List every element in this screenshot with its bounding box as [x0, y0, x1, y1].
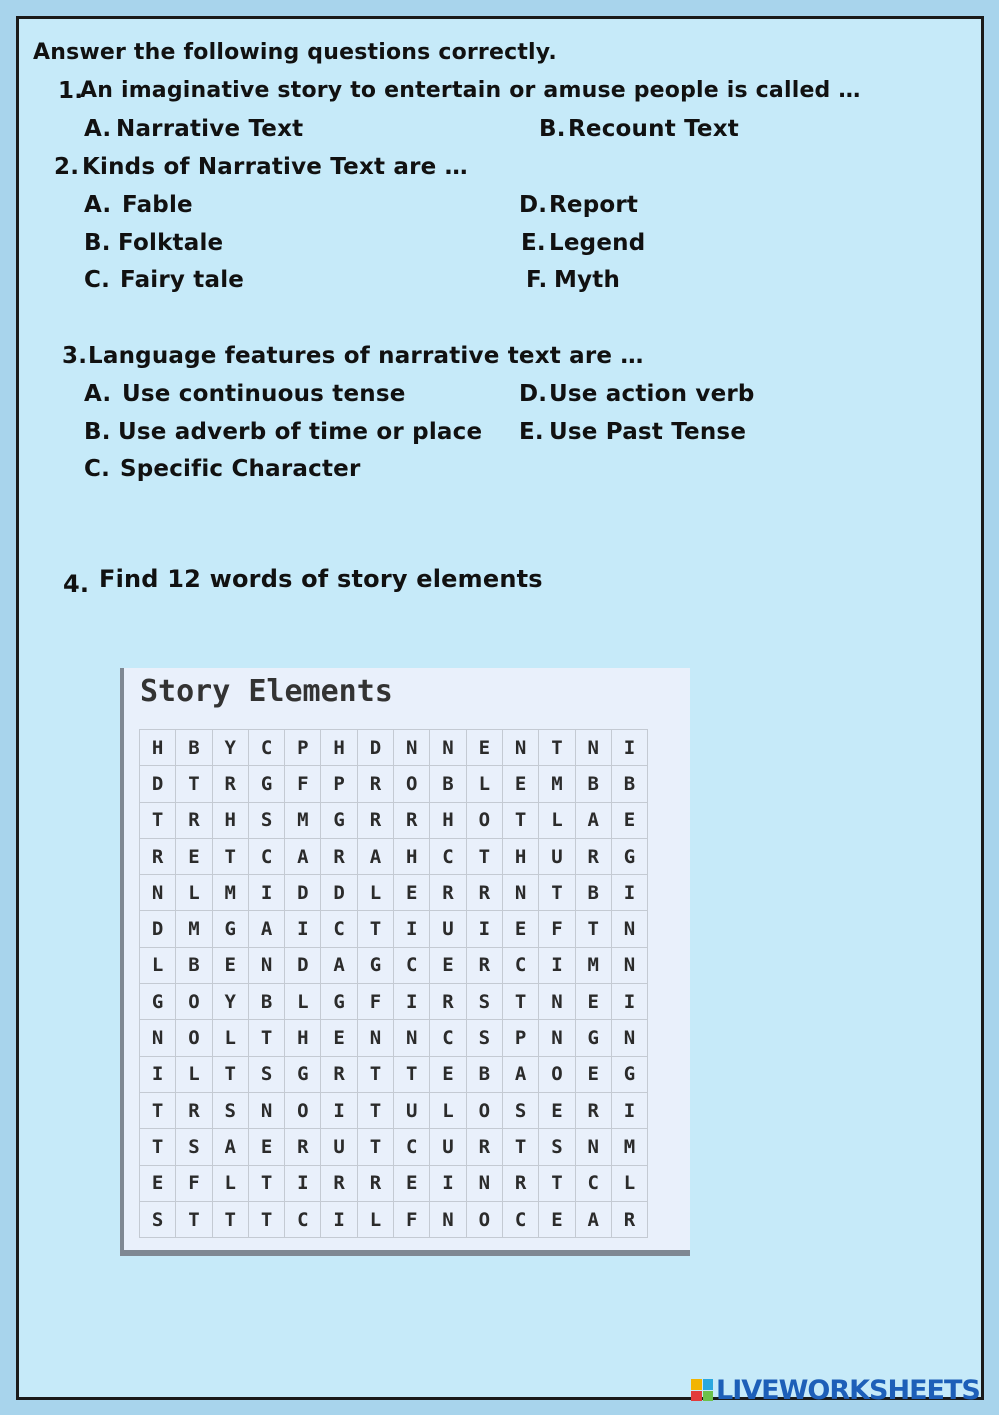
grid-cell[interactable]: D: [285, 875, 321, 911]
grid-cell[interactable]: C: [575, 1165, 611, 1201]
q3-option-e-letter: E.: [519, 419, 544, 445]
grid-cell[interactable]: C: [502, 1201, 538, 1237]
grid-cell[interactable]: A: [357, 838, 393, 874]
grid-row: [140, 947, 648, 983]
grid-cell[interactable]: E: [539, 1201, 575, 1237]
grid-cell[interactable]: E: [575, 984, 611, 1020]
grid-cell[interactable]: I: [430, 1165, 466, 1201]
grid-cell[interactable]: R: [176, 802, 212, 838]
q3-option-c-text: Specific Character: [120, 456, 361, 482]
grid-cell[interactable]: M: [176, 911, 212, 947]
grid-cell[interactable]: G: [248, 766, 284, 802]
grid-cell[interactable]: T: [212, 1201, 248, 1237]
grid-cell[interactable]: N: [575, 1129, 611, 1165]
grid-cell[interactable]: C: [430, 838, 466, 874]
grid-cell[interactable]: F: [176, 1165, 212, 1201]
grid-cell[interactable]: I: [611, 1092, 647, 1128]
grid-cell[interactable]: L: [212, 1020, 248, 1056]
grid-cell[interactable]: B: [176, 947, 212, 983]
grid-cell[interactable]: F: [357, 984, 393, 1020]
grid-cell[interactable]: F: [285, 766, 321, 802]
grid-cell[interactable]: R: [430, 984, 466, 1020]
grid-cell[interactable]: M: [575, 947, 611, 983]
grid-cell[interactable]: H: [394, 838, 430, 874]
grid-cell[interactable]: U: [430, 911, 466, 947]
grid-cell[interactable]: G: [611, 838, 647, 874]
grid-cell[interactable]: T: [357, 1129, 393, 1165]
grid-cell[interactable]: E: [248, 1129, 284, 1165]
grid-cell[interactable]: N: [502, 875, 538, 911]
grid-cell[interactable]: O: [176, 984, 212, 1020]
q1-option-b-text: Recount Text: [568, 116, 739, 142]
grid-cell[interactable]: S: [466, 984, 502, 1020]
question-4-number: 4.: [63, 570, 90, 598]
grid-cell[interactable]: M: [539, 766, 575, 802]
grid-cell[interactable]: L: [611, 1165, 647, 1201]
grid-cell[interactable]: N: [357, 1020, 393, 1056]
q2-option-c-text: Fairy tale: [120, 267, 245, 293]
grid-cell[interactable]: H: [502, 838, 538, 874]
grid-cell[interactable]: N: [140, 875, 176, 911]
grid-cell[interactable]: N: [248, 947, 284, 983]
grid-cell[interactable]: B: [176, 730, 212, 766]
q2-option-b-text: Folktale: [118, 230, 224, 256]
q3-option-d-letter: D.: [519, 381, 548, 407]
grid-cell[interactable]: A: [575, 1201, 611, 1237]
grid-cell[interactable]: R: [502, 1165, 538, 1201]
grid-cell[interactable]: G: [321, 802, 357, 838]
grid-cell[interactable]: N: [611, 1020, 647, 1056]
q2-option-d-text: Report: [549, 192, 639, 218]
q3-option-a-text: Use continuous tense: [122, 381, 406, 407]
grid-cell[interactable]: P: [285, 730, 321, 766]
question-2-number: 2.: [54, 154, 80, 180]
grid-cell[interactable]: G: [611, 1056, 647, 1092]
grid-cell[interactable]: O: [176, 1020, 212, 1056]
grid-cell[interactable]: N: [140, 1020, 176, 1056]
q3-option-b-letter: B.: [84, 419, 111, 445]
grid-cell[interactable]: E: [394, 875, 430, 911]
grid-cell[interactable]: N: [575, 730, 611, 766]
grid-cell[interactable]: B: [466, 1056, 502, 1092]
grid-cell[interactable]: I: [321, 1201, 357, 1237]
grid-cell[interactable]: A: [502, 1056, 538, 1092]
q2-option-f-text: Myth: [554, 267, 621, 293]
grid-cell[interactable]: R: [285, 1129, 321, 1165]
grid-cell[interactable]: S: [248, 1056, 284, 1092]
grid-cell[interactable]: B: [430, 766, 466, 802]
grid-cell[interactable]: M: [285, 802, 321, 838]
grid-cell[interactable]: E: [466, 730, 502, 766]
grid-cell[interactable]: T: [502, 1129, 538, 1165]
grid-row: [140, 1020, 648, 1056]
grid-row: [140, 875, 648, 911]
grid-cell[interactable]: N: [539, 1020, 575, 1056]
grid-cell[interactable]: I: [140, 1056, 176, 1092]
grid-cell[interactable]: U: [430, 1129, 466, 1165]
grid-cell[interactable]: R: [321, 1165, 357, 1201]
grid-cell[interactable]: R: [466, 947, 502, 983]
question-3-text: Language features of narrative text are …: [88, 343, 644, 369]
grid-cell[interactable]: O: [466, 802, 502, 838]
grid-cell[interactable]: F: [539, 911, 575, 947]
liveworksheets-logo-icon: [691, 1379, 713, 1401]
q2-option-a-letter: A.: [84, 192, 112, 218]
grid-row: [140, 1129, 648, 1165]
grid-cell[interactable]: C: [394, 1129, 430, 1165]
grid-cell[interactable]: B: [611, 766, 647, 802]
q1-option-a-letter: A.: [84, 116, 112, 142]
grid-cell[interactable]: T: [140, 802, 176, 838]
grid-cell[interactable]: T: [140, 1129, 176, 1165]
q3-option-d-text: Use action verb: [549, 381, 755, 407]
grid-cell[interactable]: F: [394, 1201, 430, 1237]
grid-cell[interactable]: D: [357, 730, 393, 766]
grid-cell[interactable]: L: [539, 802, 575, 838]
grid-cell[interactable]: T: [394, 1056, 430, 1092]
q3-option-e-text: Use Past Tense: [549, 419, 747, 445]
grid-cell[interactable]: A: [212, 1129, 248, 1165]
grid-row: [140, 838, 648, 874]
grid-cell[interactable]: R: [575, 838, 611, 874]
grid-cell[interactable]: B: [575, 766, 611, 802]
grid-cell[interactable]: R: [140, 838, 176, 874]
grid-cell[interactable]: N: [394, 730, 430, 766]
grid-cell[interactable]: I: [394, 911, 430, 947]
grid-cell[interactable]: L: [430, 1092, 466, 1128]
grid-row: [140, 1092, 648, 1128]
grid-cell[interactable]: G: [575, 1020, 611, 1056]
grid-cell[interactable]: T: [357, 1092, 393, 1128]
grid-cell[interactable]: N: [539, 984, 575, 1020]
grid-cell[interactable]: U: [539, 838, 575, 874]
grid-cell[interactable]: Y: [212, 730, 248, 766]
grid-cell[interactable]: S: [539, 1129, 575, 1165]
q2-option-c-letter: C.: [84, 267, 111, 293]
grid-cell[interactable]: R: [357, 802, 393, 838]
grid-cell[interactable]: T: [140, 1092, 176, 1128]
grid-cell[interactable]: O: [394, 766, 430, 802]
grid-cell[interactable]: C: [502, 947, 538, 983]
grid-cell[interactable]: I: [248, 875, 284, 911]
grid-cell[interactable]: T: [176, 766, 212, 802]
grid-cell[interactable]: S: [140, 1201, 176, 1237]
grid-cell[interactable]: D: [140, 766, 176, 802]
q2-option-d-letter: D.: [519, 192, 548, 218]
grid-cell[interactable]: T: [539, 1165, 575, 1201]
grid-cell[interactable]: I: [285, 1165, 321, 1201]
grid-cell[interactable]: R: [212, 766, 248, 802]
grid-row: [140, 1165, 648, 1201]
grid-cell[interactable]: C: [248, 838, 284, 874]
grid-cell[interactable]: N: [430, 1201, 466, 1237]
grid-cell[interactable]: H: [212, 802, 248, 838]
grid-cell[interactable]: L: [140, 947, 176, 983]
grid-cell[interactable]: E: [502, 766, 538, 802]
question-1-text: An imaginative story to entertain or amuse people is called …: [80, 78, 861, 103]
grid-cell[interactable]: E: [140, 1165, 176, 1201]
question-1-number: 1.: [58, 78, 84, 104]
grid-row: [140, 802, 648, 838]
grid-cell[interactable]: R: [466, 875, 502, 911]
instruction-text: Answer the following questions correctly.: [33, 40, 557, 65]
liveworksheets-logo: [691, 1375, 980, 1405]
grid-cell[interactable]: P: [321, 766, 357, 802]
grid-cell[interactable]: C: [285, 1201, 321, 1237]
grid-cell[interactable]: H: [430, 802, 466, 838]
grid-cell[interactable]: D: [285, 947, 321, 983]
grid-row: [140, 1056, 648, 1092]
grid-cell[interactable]: E: [575, 1056, 611, 1092]
grid-cell[interactable]: A: [321, 947, 357, 983]
grid-cell[interactable]: T: [575, 911, 611, 947]
grid-cell[interactable]: B: [248, 984, 284, 1020]
grid-cell[interactable]: R: [430, 875, 466, 911]
q3-option-a-letter: A.: [84, 381, 112, 407]
grid-cell[interactable]: G: [321, 984, 357, 1020]
grid-cell[interactable]: R: [321, 1056, 357, 1092]
grid-cell[interactable]: L: [176, 1056, 212, 1092]
grid-cell[interactable]: T: [212, 1056, 248, 1092]
grid-cell[interactable]: T: [357, 1056, 393, 1092]
grid-cell[interactable]: P: [502, 1020, 538, 1056]
grid-cell[interactable]: I: [466, 911, 502, 947]
grid-cell[interactable]: N: [430, 730, 466, 766]
grid-cell[interactable]: D: [140, 911, 176, 947]
grid-cell[interactable]: E: [611, 802, 647, 838]
grid-cell[interactable]: S: [176, 1129, 212, 1165]
grid-cell[interactable]: G: [140, 984, 176, 1020]
grid-cell[interactable]: O: [466, 1201, 502, 1237]
q2-option-a-text: Fable: [122, 192, 193, 218]
grid-cell[interactable]: S: [212, 1092, 248, 1128]
grid-cell[interactable]: I: [539, 947, 575, 983]
grid-cell[interactable]: T: [539, 730, 575, 766]
question-4-text: Find 12 words of story elements: [99, 565, 543, 593]
grid-cell[interactable]: R: [321, 838, 357, 874]
grid-cell[interactable]: T: [248, 1201, 284, 1237]
grid-cell[interactable]: U: [321, 1129, 357, 1165]
grid-cell[interactable]: R: [394, 802, 430, 838]
grid-cell[interactable]: N: [248, 1092, 284, 1128]
q3-option-b-text: Use adverb of time or place: [118, 419, 483, 445]
grid-cell[interactable]: I: [611, 875, 647, 911]
grid-cell[interactable]: T: [248, 1165, 284, 1201]
grid-cell[interactable]: G: [285, 1056, 321, 1092]
grid-cell[interactable]: C: [394, 947, 430, 983]
grid-row: [140, 911, 648, 947]
grid-cell[interactable]: N: [394, 1020, 430, 1056]
word-search-panel: [120, 668, 690, 1256]
grid-cell[interactable]: I: [285, 911, 321, 947]
grid-cell[interactable]: L: [357, 1201, 393, 1237]
grid-cell[interactable]: T: [176, 1201, 212, 1237]
grid-cell[interactable]: S: [248, 802, 284, 838]
q2-option-b-letter: B.: [84, 230, 111, 256]
grid-cell[interactable]: A: [248, 911, 284, 947]
grid-cell[interactable]: G: [357, 947, 393, 983]
grid-cell[interactable]: Y: [212, 984, 248, 1020]
grid-cell[interactable]: E: [176, 838, 212, 874]
q3-option-c-letter: C.: [84, 456, 111, 482]
grid-cell[interactable]: U: [394, 1092, 430, 1128]
grid-cell[interactable]: M: [611, 1129, 647, 1165]
grid-cell[interactable]: R: [466, 1129, 502, 1165]
grid-cell[interactable]: N: [502, 730, 538, 766]
q2-option-e-text: Legend: [549, 230, 646, 256]
grid-cell[interactable]: L: [357, 875, 393, 911]
grid-cell[interactable]: T: [212, 838, 248, 874]
grid-cell[interactable]: T: [466, 838, 502, 874]
grid-row: [140, 984, 648, 1020]
grid-cell[interactable]: E: [394, 1165, 430, 1201]
grid-row: [140, 730, 648, 766]
grid-cell[interactable]: R: [357, 1165, 393, 1201]
grid-cell[interactable]: M: [212, 875, 248, 911]
grid-cell[interactable]: B: [575, 875, 611, 911]
grid-cell[interactable]: N: [611, 911, 647, 947]
grid-row: [140, 766, 648, 802]
grid-cell[interactable]: R: [176, 1092, 212, 1128]
grid-cell[interactable]: T: [539, 875, 575, 911]
question-2-text: Kinds of Narrative Text are …: [82, 154, 468, 180]
grid-cell[interactable]: L: [176, 875, 212, 911]
grid-cell[interactable]: C: [248, 730, 284, 766]
grid-cell[interactable]: O: [539, 1056, 575, 1092]
q2-option-e-letter: E.: [521, 230, 546, 256]
grid-cell[interactable]: E: [430, 1056, 466, 1092]
grid-row: [140, 1201, 648, 1237]
grid-cell[interactable]: O: [466, 1092, 502, 1128]
grid-cell[interactable]: A: [575, 802, 611, 838]
grid-cell[interactable]: E: [539, 1092, 575, 1128]
grid-cell[interactable]: S: [466, 1020, 502, 1056]
grid-cell[interactable]: I: [611, 730, 647, 766]
word-search-title: Story Elements: [140, 674, 393, 709]
grid-cell[interactable]: S: [502, 1092, 538, 1128]
liveworksheets-logo-text: LIVEWORKSHEETS: [716, 1374, 980, 1406]
grid-cell[interactable]: E: [430, 947, 466, 983]
word-search-grid: [139, 729, 648, 1238]
grid-cell[interactable]: L: [212, 1165, 248, 1201]
grid-cell[interactable]: E: [502, 911, 538, 947]
grid-cell[interactable]: E: [321, 1020, 357, 1056]
grid-cell[interactable]: R: [611, 1201, 647, 1237]
grid-cell[interactable]: L: [466, 766, 502, 802]
grid-cell[interactable]: I: [611, 984, 647, 1020]
q1-option-a-text: Narrative Text: [116, 116, 304, 142]
grid-cell[interactable]: R: [357, 766, 393, 802]
grid-cell[interactable]: H: [321, 730, 357, 766]
grid-cell[interactable]: H: [285, 1020, 321, 1056]
grid-cell[interactable]: A: [285, 838, 321, 874]
grid-cell[interactable]: T: [502, 802, 538, 838]
grid-cell[interactable]: N: [611, 947, 647, 983]
grid-cell[interactable]: T: [357, 911, 393, 947]
grid-cell[interactable]: O: [285, 1092, 321, 1128]
question-3-number: 3.: [62, 343, 88, 369]
grid-cell[interactable]: L: [285, 984, 321, 1020]
grid-cell[interactable]: H: [140, 730, 176, 766]
grid-cell[interactable]: I: [321, 1092, 357, 1128]
q1-option-b-letter: B.: [539, 116, 566, 142]
grid-cell[interactable]: E: [212, 947, 248, 983]
grid-cell[interactable]: D: [321, 875, 357, 911]
grid-cell[interactable]: C: [430, 1020, 466, 1056]
grid-cell[interactable]: T: [502, 984, 538, 1020]
grid-cell[interactable]: T: [248, 1020, 284, 1056]
q2-option-f-letter: F.: [526, 267, 548, 293]
grid-cell[interactable]: R: [575, 1092, 611, 1128]
grid-cell[interactable]: I: [394, 984, 430, 1020]
grid-cell[interactable]: G: [212, 911, 248, 947]
grid-cell[interactable]: C: [321, 911, 357, 947]
grid-cell[interactable]: N: [466, 1165, 502, 1201]
